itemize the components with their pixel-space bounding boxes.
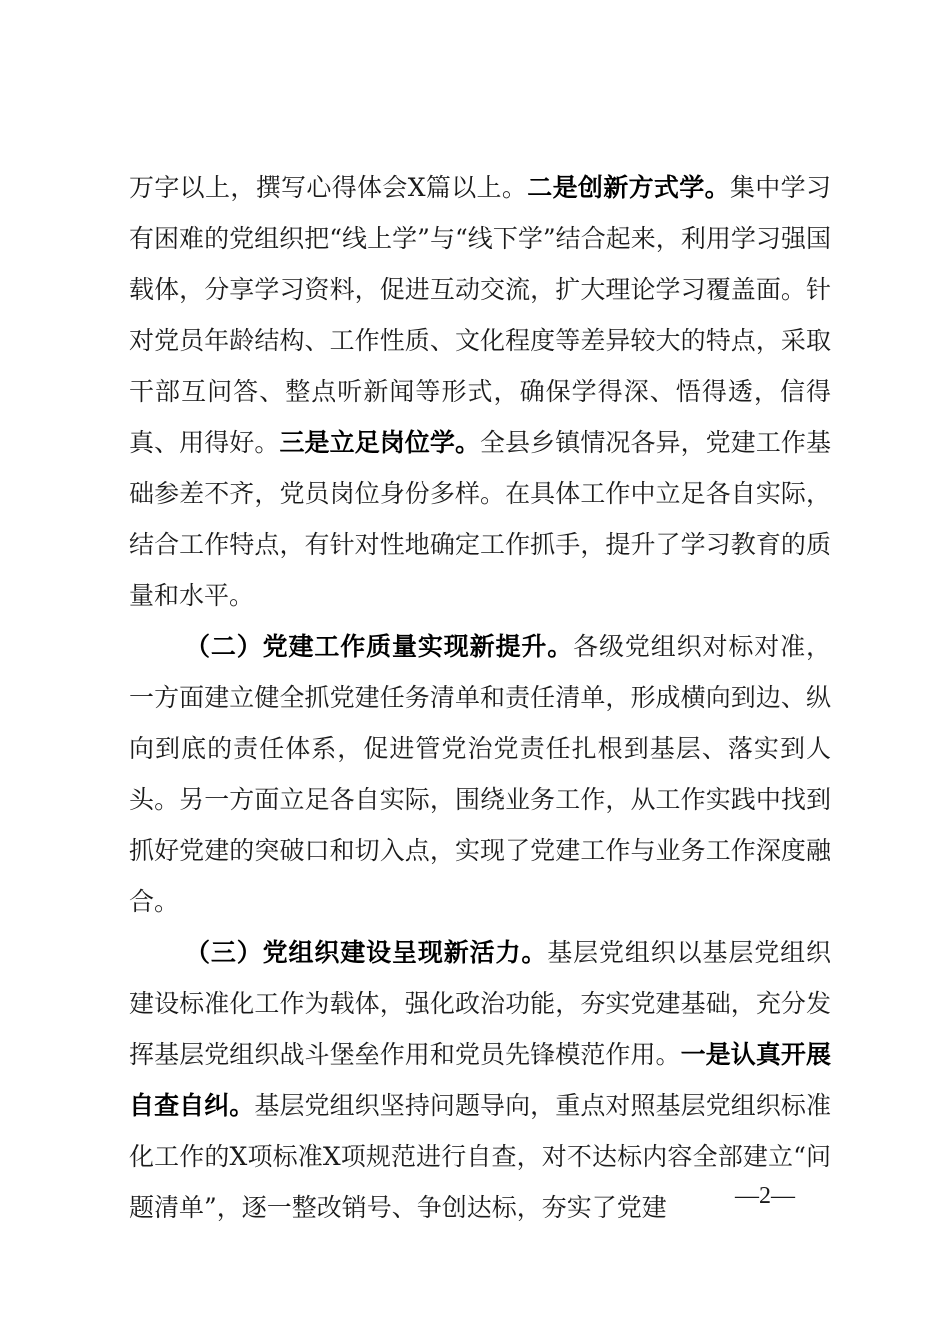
text-run: 万字以上，撰写心得体会X篇以上。 [129,173,528,202]
paragraph-section-2 [129,621,831,927]
bold-heading-run: 二是创新方式学。 [527,173,730,202]
paragraph-continuation [129,162,831,621]
text-run: 基层党组织以基层党组织建设标准化工作为载体，强化政治功能，夯实党建基础，充分发挥基层党组织战斗堡垒作用和党员先锋模范作用。 [129,938,831,1069]
text-run: 全县乡镇情况各异，党建工作基础参差不齐，党员岗位身份多样。在具体工作中立足各自实际，结合工作特点，有针对性地确定工作抓手，提升了学习教育的质量和水平。 [129,428,831,610]
text-run: 集中学习有困难的党组织把“线上学”与“线下学”结合起来，利用学习强国载体，分享学习资料，促进互动交流，扩大理论学习覆盖面。针对党员年龄结构、工作性质、文化程度等差异较大的特点，采取干部互问答、整点听新闻等形式，确保学得深、悟得透，信得真、用得好。 [129,173,831,457]
text-run: 各级党组织对标对准，一方面建立健全抓党建任务清单和责任清单，形成横向到边、纵向到底的责任体系，促进管党治党责任扎根到基层、落实到人头。另一方面立足各自实际，围绕业务工作，从工作实践中找到抓好党建的突破口和切入点，实现了党建工作与业务工作深度融合。 [129,632,831,916]
text-run: 基层党组织坚持问题导向，重点对照基层党组织标准化工作的X项标准X项规范进行自查，对不达标内容全部建立“问题清单”，逐一整改销号、争创达标，夯实了党建 [129,1091,831,1222]
page-number: —2— [735,1183,795,1209]
section-heading: （三）党组织建设呈现新活力。 [185,938,548,967]
bold-heading-run: 三是立足岗位学。 [279,428,481,457]
section-heading: （二）党建工作质量实现新提升。 [185,632,574,661]
bold-heading-run: 一是认真开展自查自纠。 [129,1040,831,1120]
document-body [129,162,831,1233]
paragraph-section-3 [129,927,831,1233]
